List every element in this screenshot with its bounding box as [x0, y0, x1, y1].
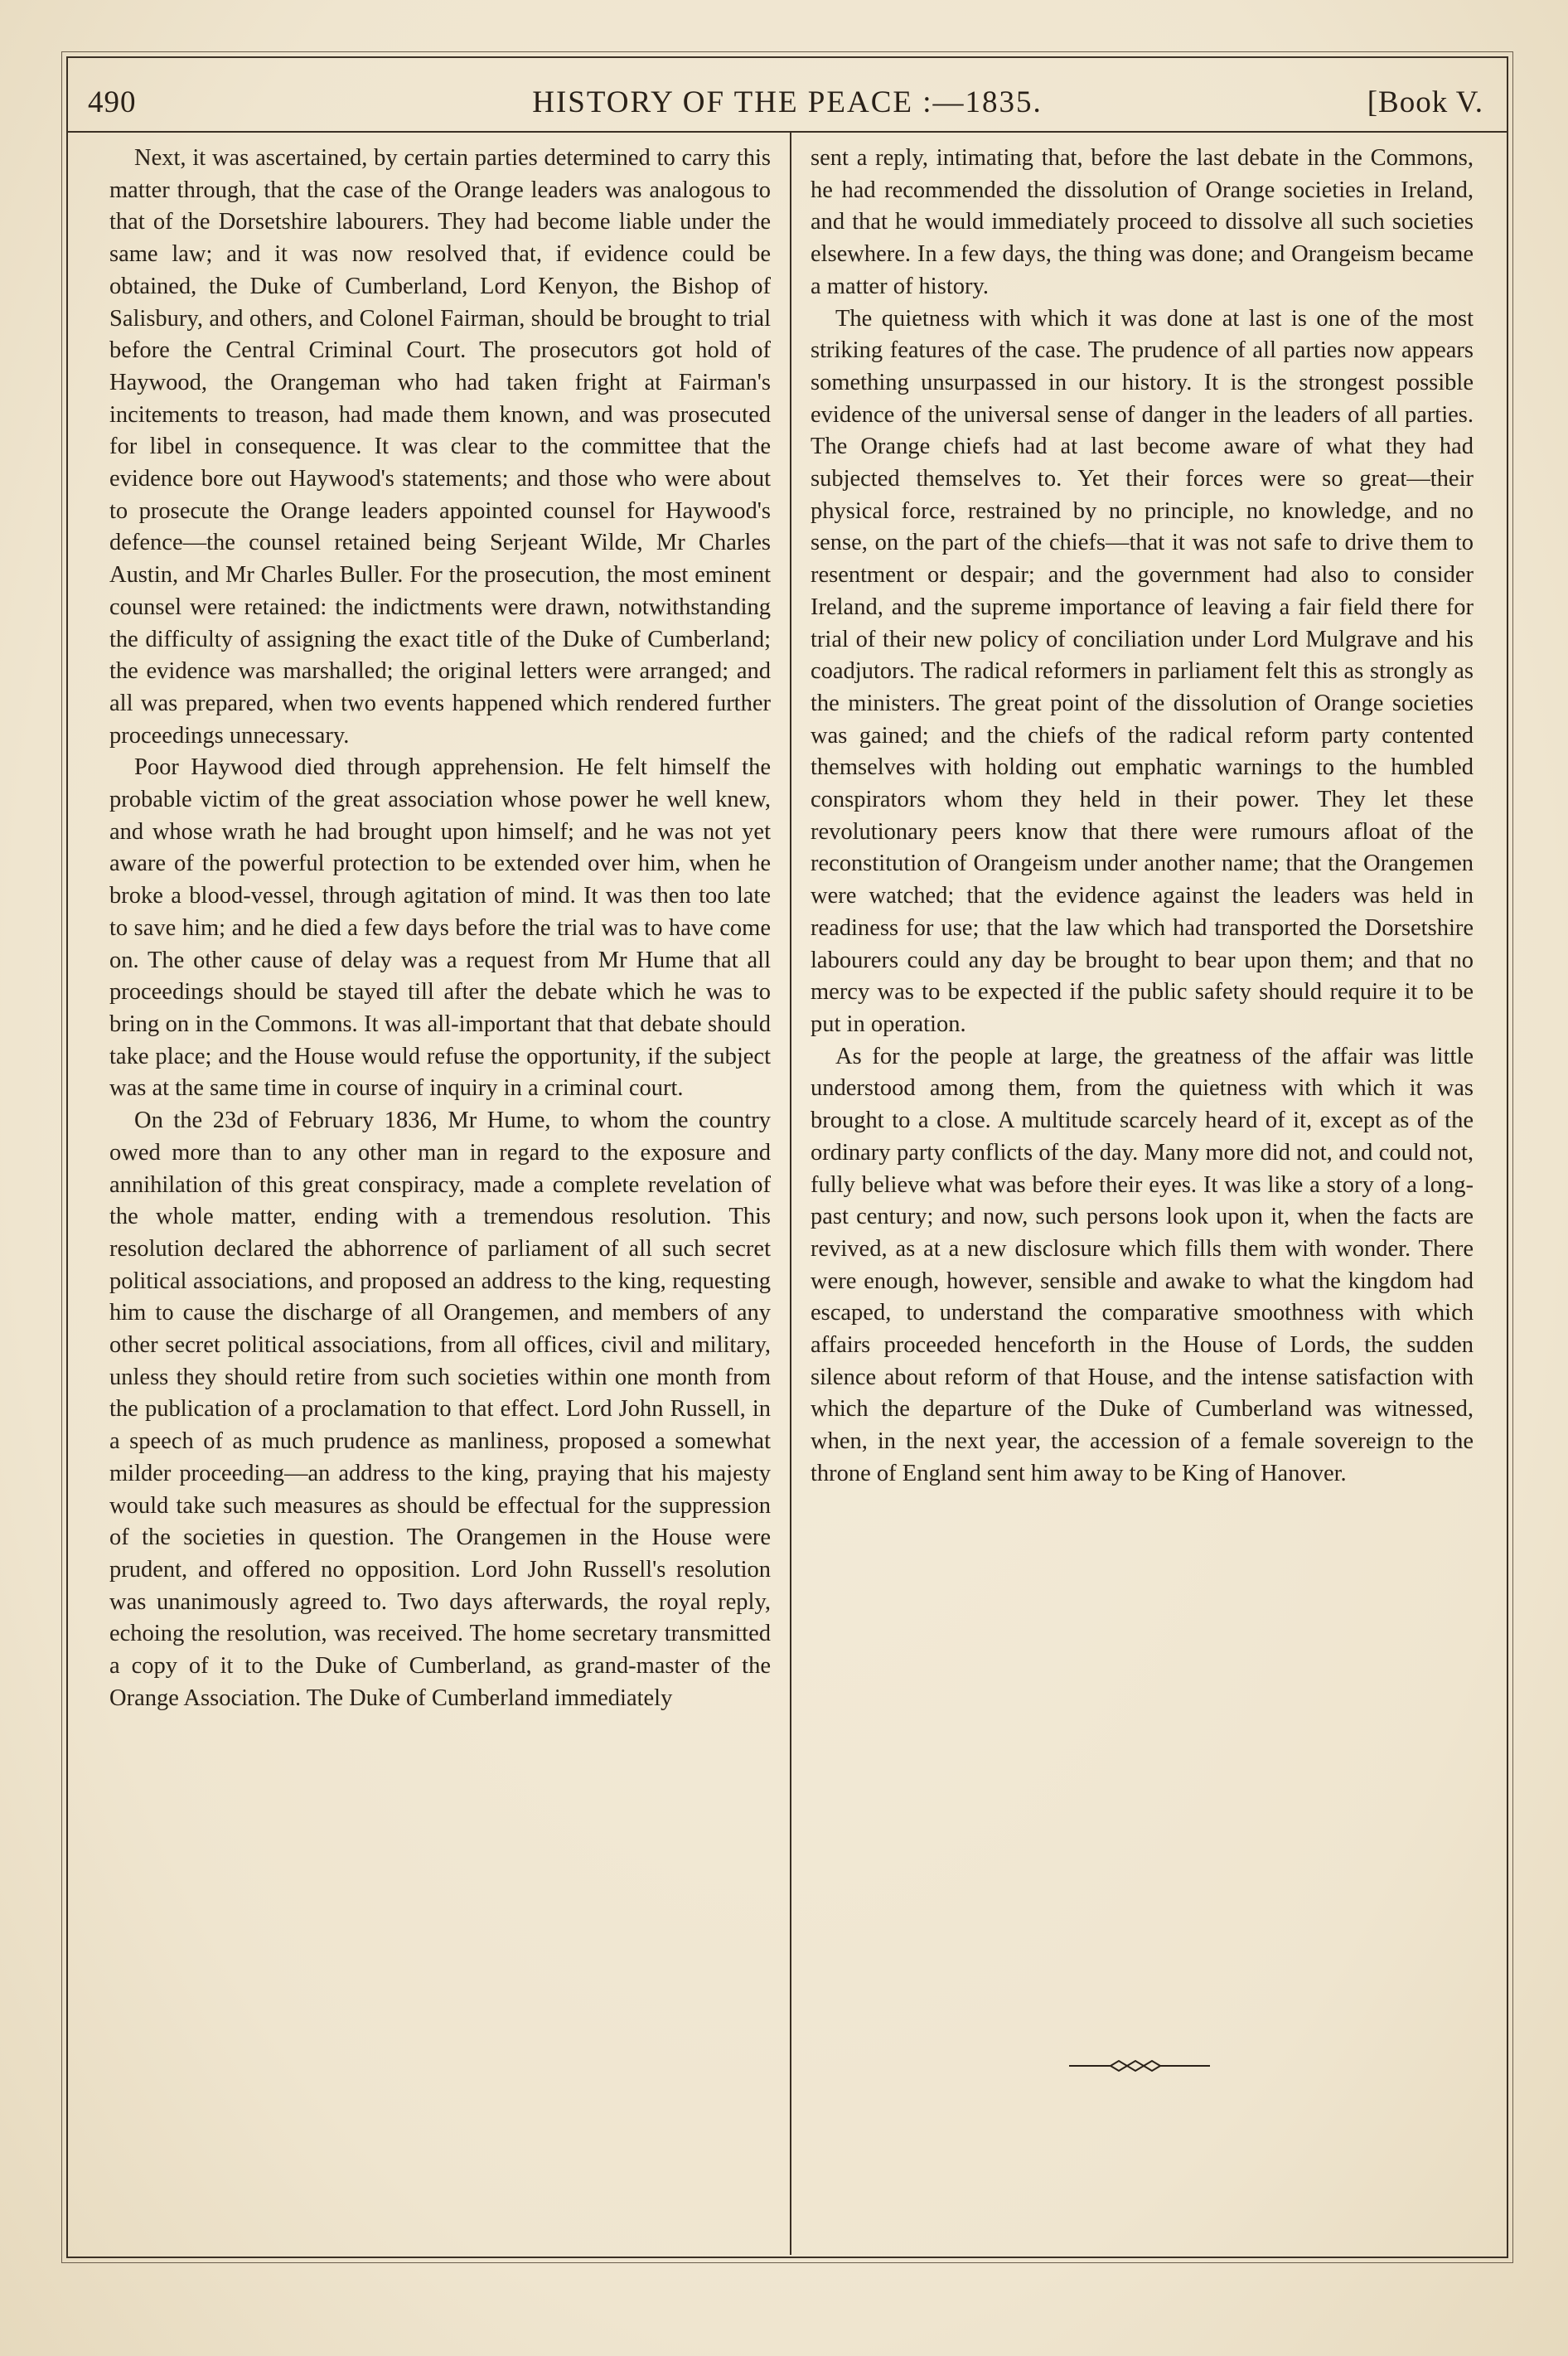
page-number: 490	[88, 85, 137, 119]
section-end-ornament	[1069, 2058, 1210, 2074]
paragraph: Poor Haywood died through apprehension. He felt himself the probable victim of the great association whose power he well knew, and whose wrath he had brought upon himself; and he was not yet aware of the powerful protection to be extended over him, when he broke a blood-vessel, through agitation of mind. It was then too late to save him; and he died a few days before the trial was to have come on. The other cause of delay was a request from Mr Hume that all proceedings should be stayed till after the debate which he was to bring on in the Commons. It was all-important that that debate should take place; and the House would refuse the opportunity, if the subject was at the same time in course of inquiry in a criminal court.	[109, 754, 771, 1102]
paragraph-continued: sent a reply, intimating that, before the last debate in the Commons, he had recommended the dissolution of Orange societies in Ireland, and that he would immediately proceed to dissolve all such societies elsewhere. In a few days, the thing was done; and Orangeism became a matter of history.	[811, 145, 1474, 299]
header-rule	[66, 131, 1508, 133]
paragraph: On the 23d of February 1836, Mr Hume, to whom the country owed more than to any other man in regard to the exposure and annihilation of this great conspiracy, made a complete revelation of the whole matter, ending with a tremendous resolution. This resolution declared the abhorrence of parliament of all such secret political associations, and proposed an address to the king, requesting him to cause the discharge of all Orangemen, and members of any other secret political associations, from all offices, civil and military, unless they should retire from such societies within one month from the publication of a proclamation to that effect. Lord John Russell, in a speech of as much prudence as manliness, proposed a somewhat milder proceeding—an address to the king, praying that his majesty would take such measures as should be effectual for the suppression of the societies in question. The Orangemen in the House were prudent, and offered no opposition. Lord John Russell's resolution was unanimously agreed to. Two days afterwards, the royal reply, echoing the resolution, was received. The home secretary transmitted a copy of it to the Duke of Cumberland, as grand-master of the Orange Association. The Duke of Cumberland immediately	[109, 1108, 771, 1711]
right-column	[811, 143, 1474, 1491]
paragraph: As for the people at large, the greatness of the affair was little understood among them, from the quietness with which it was brought to a close. A multitude scarcely heard of it, except as of the ordinary party conflicts of the day. Many more did not, and could not, fully believe what was before their eyes. It was like a story of a long-past century; and now, such persons look upon it, when the facts are revived, as at a new disclosure which fills them with wonder. There were enough, however, sensible and awake to what the kingdom had escaped, to understand the comparative smoothness with which affairs proceeded henceforth in the House of Lords, the sudden silence about reform of that House, and the intense satisfaction with which the departure of the Duke of Cumberland was witnessed, when, in the next year, the accession of a female sovereign to the throne of England sent him away to be King of Hanover.	[811, 1043, 1474, 1486]
paragraph: The quietness with which it was done at last is one of the most striking features of the case. The prudence of all parties now appears something unsurpassed in our history. It is the strongest possible evidence of the universal sense of danger in the leaders of all parties. The Orange chiefs had at last become aware of what they had subjected themselves to. Yet their forces were so great—their physical force, restrained by no principle, no knowledge, and no sense, on the part of the chiefs—that it was not safe to drive them to resentment or despair; and the government had also to consider Ireland, and the supreme importance of leaving a fair field there for trial of their new policy of conciliation under Lord Mulgrave and his coadjutors. The radical reformers in parliament felt this as strongly as the ministers. The great point of the dissolution of Orange societies was gained; and the chiefs of the radical reform party contented themselves with holding out emphatic warnings to the humbled conspirators whom they held in their power. They let these revolutionary peers know that there were rumours afloat of the reconstitution of Orangeism under another name; that the Orangemen were watched; that the evidence against the leaders was held in readiness for use; that the law which had transported the Dorsetshire labourers could any day be brought to bear upon them; and that no mercy was to be expected if the public safety should require it to be put in operation.	[811, 305, 1474, 1037]
column-divider	[790, 133, 791, 2255]
running-header	[66, 76, 1508, 131]
left-column	[109, 143, 771, 1714]
book-label: [Book V.	[1367, 85, 1483, 119]
paragraph: Next, it was ascertained, by certain parties determined to carry this matter through, that the case of the Orange leaders was analogous to that of the Dorsetshire labourers. They had become liable under the same law; and it was now resolved that, if evidence could be obtained, the Duke of Cumberland, Lord Kenyon, the Bishop of Salisbury, and others, and Colonel Fairman, should be brought to trial before the Central Criminal Court. The prosecutors got hold of Haywood, the Orangeman who had taken fright at Fairman's incitements to treason, had made them known, and was prosecuted for libel in consequence. It was clear to the committee that the evidence bore out Haywood's statements; and those who were about to prosecute the Orange leaders appointed counsel for Haywood's defence—the counsel retained being Serjeant Wilde, Mr Charles Austin, and Mr Charles Buller. For the prosecution, the most eminent counsel were retained: the indictments were drawn, notwithstanding the difficulty of assigning the exact title of the Duke of Cumberland; the evidence was marshalled; the original letters were arranged; and all was prepared, when two events happened which rendered further proceedings unnecessary.	[109, 145, 771, 749]
running-title: HISTORY OF THE PEACE :—1835.	[532, 85, 1043, 119]
